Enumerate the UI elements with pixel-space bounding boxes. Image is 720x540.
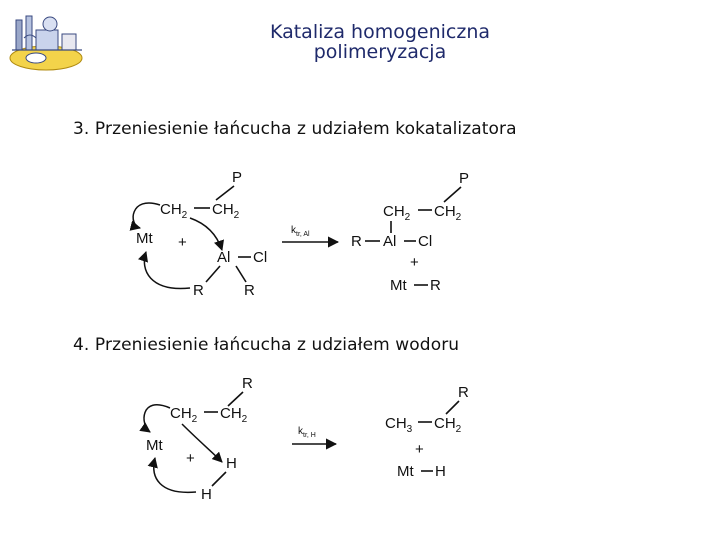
s3-Cl: Cl xyxy=(253,249,268,266)
s4-prod-plus: + xyxy=(415,441,424,458)
s4-H2: H xyxy=(201,486,212,503)
s3-P: P xyxy=(232,169,243,186)
s3-prod-ch2-a: $CH_2$ xyxy=(383,203,411,223)
s4-prod-ch2: $CH_2$ xyxy=(434,415,462,435)
s4-prod-R: R xyxy=(458,384,469,401)
s4-Mt: Mt xyxy=(146,437,163,454)
s3-arrow-label: $k_{tr, Al}$ xyxy=(291,225,310,238)
section-3-heading: 3. Przeniesienie łańcucha z udziałem kokatalizatora xyxy=(73,119,517,139)
s3-Al: Al xyxy=(217,249,231,266)
scheme-3 xyxy=(133,169,469,299)
s4-ch2-b: $CH_2$ xyxy=(220,405,248,425)
title-line-1: Kataliza homogeniczna xyxy=(269,21,491,43)
s4-ch2-a: $CH_2$ xyxy=(170,405,198,425)
s4-prod-Mt: Mt xyxy=(397,463,414,480)
s3-R2: R xyxy=(244,282,255,299)
s4-prod-ch3: $CH_3$ xyxy=(385,415,413,435)
s3-prod-plus: + xyxy=(410,254,419,271)
s3-Mt: Mt xyxy=(136,230,153,247)
s3-ch2-a: $CH_2$ xyxy=(160,201,188,221)
s3-prod-R2: R xyxy=(430,277,441,294)
s3-R1: R xyxy=(193,282,204,299)
section-4-heading: 4. Przeniesienie łańcucha z udziałem wodoru xyxy=(73,335,460,355)
s4-plus: + xyxy=(186,450,195,467)
s3-prod-R: R xyxy=(351,233,362,250)
s3-prod-Cl: Cl xyxy=(418,233,433,250)
s4-R: R xyxy=(242,375,253,392)
s4-prod-H: H xyxy=(435,463,446,480)
s4-H1: H xyxy=(226,455,237,472)
s3-ch2-b: $CH_2$ xyxy=(212,201,240,221)
s3-prod-Mt: Mt xyxy=(390,277,407,294)
s4-arrow-label: $k_{tr, H}$ xyxy=(298,426,316,439)
s3-plus: + xyxy=(178,234,187,251)
s3-prod-Al: Al xyxy=(383,233,397,250)
s3-prod-P: P xyxy=(459,170,470,187)
title-line-2: polimeryzacja xyxy=(313,41,447,63)
s3-prod-ch2-b: $CH_2$ xyxy=(434,203,462,223)
scheme-4 xyxy=(144,375,469,503)
